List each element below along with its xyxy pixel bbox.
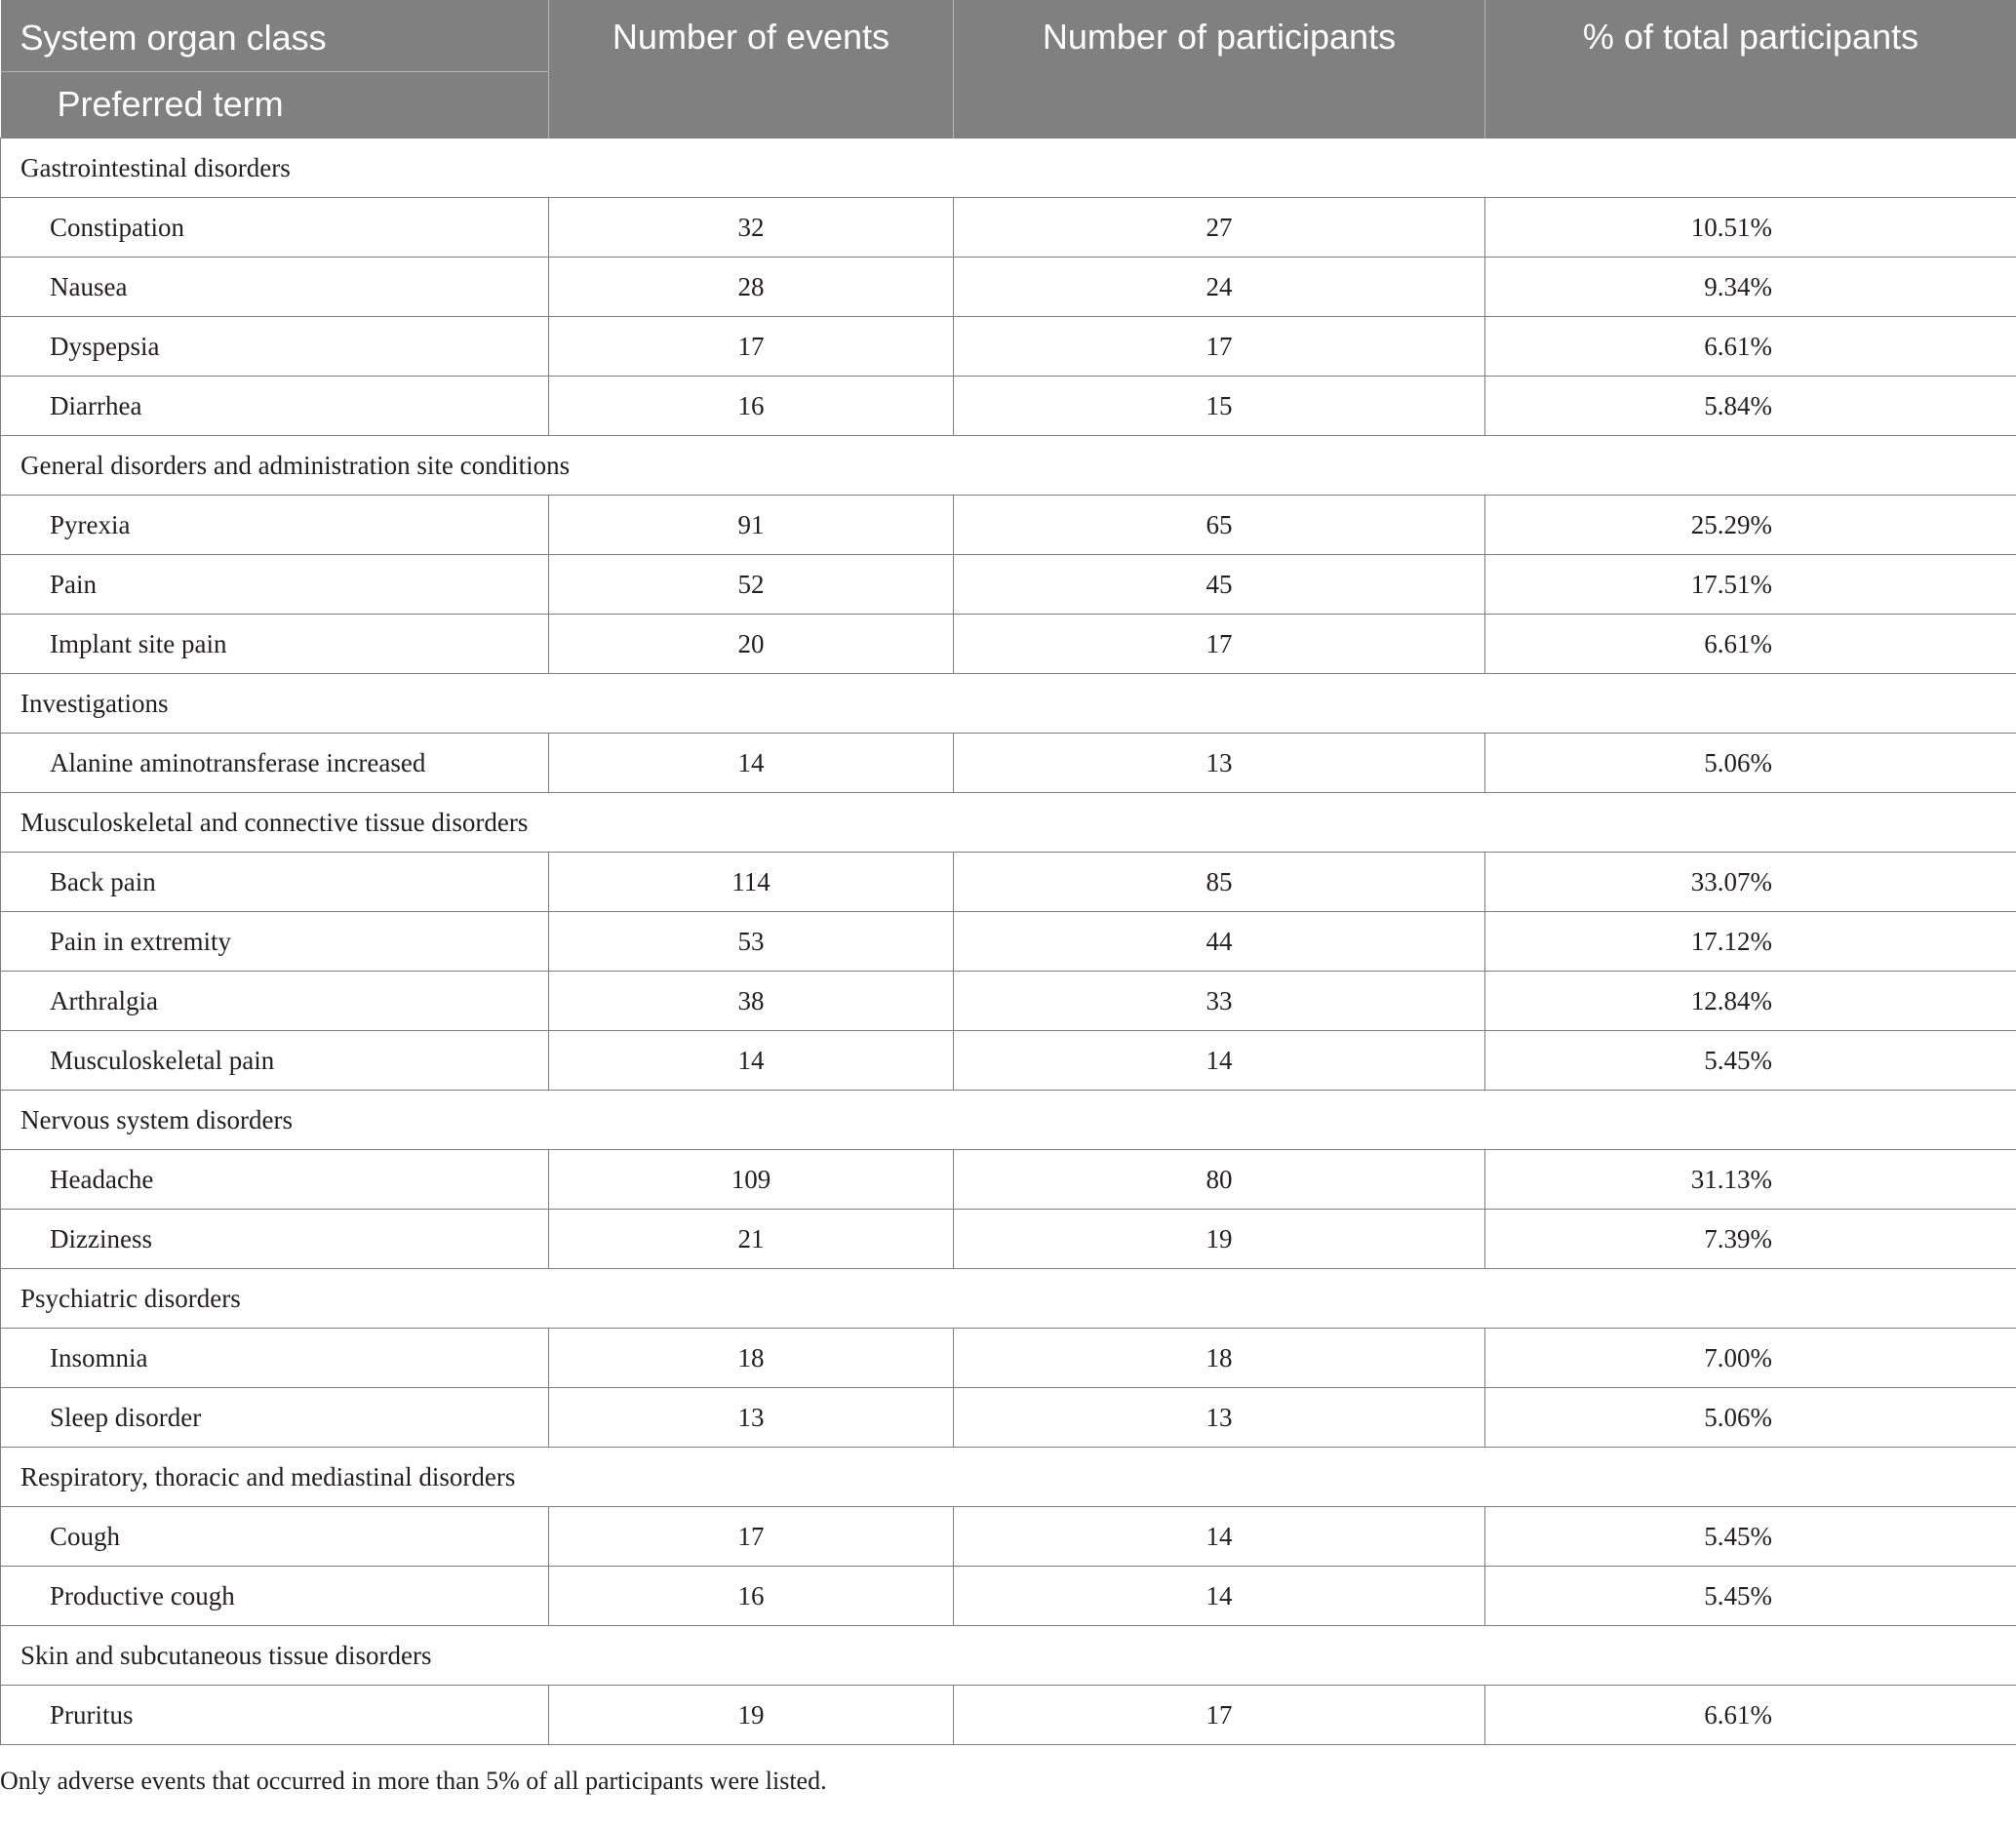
preferred-term-cell: Pain in extremity [1, 912, 549, 972]
preferred-term-cell: Implant site pain [1, 615, 549, 674]
events-cell: 28 [549, 258, 954, 317]
table-row [1, 377, 2016, 436]
preferred-term-cell: Cough [1, 1507, 549, 1567]
table-row [1, 496, 2016, 555]
table-row [1, 972, 2016, 1031]
system-organ-class-label: Investigations [1, 674, 2016, 734]
percent-cell: 6.61% [1485, 1686, 2016, 1745]
table-row [1, 615, 2016, 674]
preferred-term-cell: Insomnia [1, 1329, 549, 1388]
events-cell: 38 [549, 972, 954, 1031]
table-body [1, 139, 2016, 1745]
participants-cell: 27 [954, 198, 1485, 258]
participants-cell: 45 [954, 555, 1485, 615]
group-row [1, 793, 2016, 853]
table-row [1, 317, 2016, 377]
preferred-term-cell: Alanine aminotransferase increased [1, 734, 549, 793]
header-number-of-participants: Number of participants [954, 1, 1485, 139]
system-organ-class-label: General disorders and administration site conditions [1, 436, 2016, 496]
system-organ-class-label: Skin and subcutaneous tissue disorders [1, 1626, 2016, 1686]
percent-cell: 6.61% [1485, 615, 2016, 674]
events-cell: 91 [549, 496, 954, 555]
participants-cell: 14 [954, 1507, 1485, 1567]
percent-cell: 9.34% [1485, 258, 2016, 317]
group-row [1, 139, 2016, 198]
table-row [1, 1567, 2016, 1626]
table-row [1, 1150, 2016, 1210]
preferred-term-cell: Sleep disorder [1, 1388, 549, 1448]
participants-cell: 85 [954, 853, 1485, 912]
header-percent-total: % of total participants [1485, 1, 2016, 139]
preferred-term-cell: Pyrexia [1, 496, 549, 555]
preferred-term-cell: Headache [1, 1150, 549, 1210]
header-system-organ-class-cell [1, 1, 549, 139]
table-row [1, 1686, 2016, 1745]
table-row [1, 1329, 2016, 1388]
preferred-term-cell: Nausea [1, 258, 549, 317]
participants-cell: 65 [954, 496, 1485, 555]
preferred-term-cell: Back pain [1, 853, 549, 912]
table-footnote: Only adverse events that occurred in more than 5% of all participants were listed. [0, 1767, 827, 1795]
system-organ-class-label: Gastrointestinal disorders [1, 139, 2016, 198]
percent-cell: 5.06% [1485, 734, 2016, 793]
events-cell: 16 [549, 377, 954, 436]
percent-cell: 33.07% [1485, 853, 2016, 912]
table-row [1, 912, 2016, 972]
table-row [1, 1388, 2016, 1448]
table-row [1, 258, 2016, 317]
preferred-term-cell: Diarrhea [1, 377, 549, 436]
percent-cell: 5.06% [1485, 1388, 2016, 1448]
participants-cell: 44 [954, 912, 1485, 972]
table-row [1, 734, 2016, 793]
percent-cell: 25.29% [1485, 496, 2016, 555]
group-row [1, 1091, 2016, 1150]
events-cell: 18 [549, 1329, 954, 1388]
participants-cell: 17 [954, 317, 1485, 377]
group-row [1, 436, 2016, 496]
system-organ-class-label: Psychiatric disorders [1, 1269, 2016, 1329]
participants-cell: 17 [954, 615, 1485, 674]
system-organ-class-label: Respiratory, thoracic and mediastinal disorders [1, 1448, 2016, 1507]
preferred-term-cell: Arthralgia [1, 972, 549, 1031]
header-preferred-term: Preferred term [57, 84, 284, 124]
preferred-term-cell: Dyspepsia [1, 317, 549, 377]
events-cell: 52 [549, 555, 954, 615]
events-cell: 32 [549, 198, 954, 258]
participants-cell: 19 [954, 1210, 1485, 1269]
participants-cell: 15 [954, 377, 1485, 436]
table-row [1, 1507, 2016, 1567]
table-row [1, 1031, 2016, 1091]
events-cell: 14 [549, 734, 954, 793]
preferred-term-cell: Constipation [1, 198, 549, 258]
group-row [1, 674, 2016, 734]
table-row [1, 853, 2016, 912]
events-cell: 17 [549, 1507, 954, 1567]
events-cell: 114 [549, 853, 954, 912]
preferred-term-cell: Pain [1, 555, 549, 615]
header-number-of-events: Number of events [549, 1, 954, 139]
preferred-term-cell: Pruritus [1, 1686, 549, 1745]
events-cell: 13 [549, 1388, 954, 1448]
participants-cell: 17 [954, 1686, 1485, 1745]
table-row [1, 1210, 2016, 1269]
system-organ-class-label: Nervous system disorders [1, 1091, 2016, 1150]
group-row [1, 1448, 2016, 1507]
percent-cell: 7.00% [1485, 1329, 2016, 1388]
group-row [1, 1269, 2016, 1329]
events-cell: 16 [549, 1567, 954, 1626]
percent-cell: 17.51% [1485, 555, 2016, 615]
events-cell: 17 [549, 317, 954, 377]
table-row [1, 198, 2016, 258]
table-row [1, 555, 2016, 615]
percent-cell: 5.45% [1485, 1567, 2016, 1626]
percent-cell: 10.51% [1485, 198, 2016, 258]
percent-cell: 7.39% [1485, 1210, 2016, 1269]
events-cell: 14 [549, 1031, 954, 1091]
preferred-term-cell: Dizziness [1, 1210, 549, 1269]
participants-cell: 14 [954, 1031, 1485, 1091]
participants-cell: 14 [954, 1567, 1485, 1626]
percent-cell: 17.12% [1485, 912, 2016, 972]
group-row [1, 1626, 2016, 1686]
participants-cell: 24 [954, 258, 1485, 317]
percent-cell: 6.61% [1485, 317, 2016, 377]
events-cell: 109 [549, 1150, 954, 1210]
participants-cell: 33 [954, 972, 1485, 1031]
events-cell: 20 [549, 615, 954, 674]
events-cell: 21 [549, 1210, 954, 1269]
table-header [1, 1, 2016, 139]
participants-cell: 13 [954, 734, 1485, 793]
preferred-term-cell: Musculoskeletal pain [1, 1031, 549, 1091]
preferred-term-cell: Productive cough [1, 1567, 549, 1626]
percent-cell: 31.13% [1485, 1150, 2016, 1210]
percent-cell: 5.45% [1485, 1507, 2016, 1567]
header-system-organ-class: System organ class [1, 1, 549, 72]
events-cell: 53 [549, 912, 954, 972]
participants-cell: 18 [954, 1329, 1485, 1388]
events-cell: 19 [549, 1686, 954, 1745]
percent-cell: 12.84% [1485, 972, 2016, 1031]
system-organ-class-label: Musculoskeletal and connective tissue disorders [1, 793, 2016, 853]
percent-cell: 5.45% [1485, 1031, 2016, 1091]
percent-cell: 5.84% [1485, 377, 2016, 436]
participants-cell: 80 [954, 1150, 1485, 1210]
participants-cell: 13 [954, 1388, 1485, 1448]
